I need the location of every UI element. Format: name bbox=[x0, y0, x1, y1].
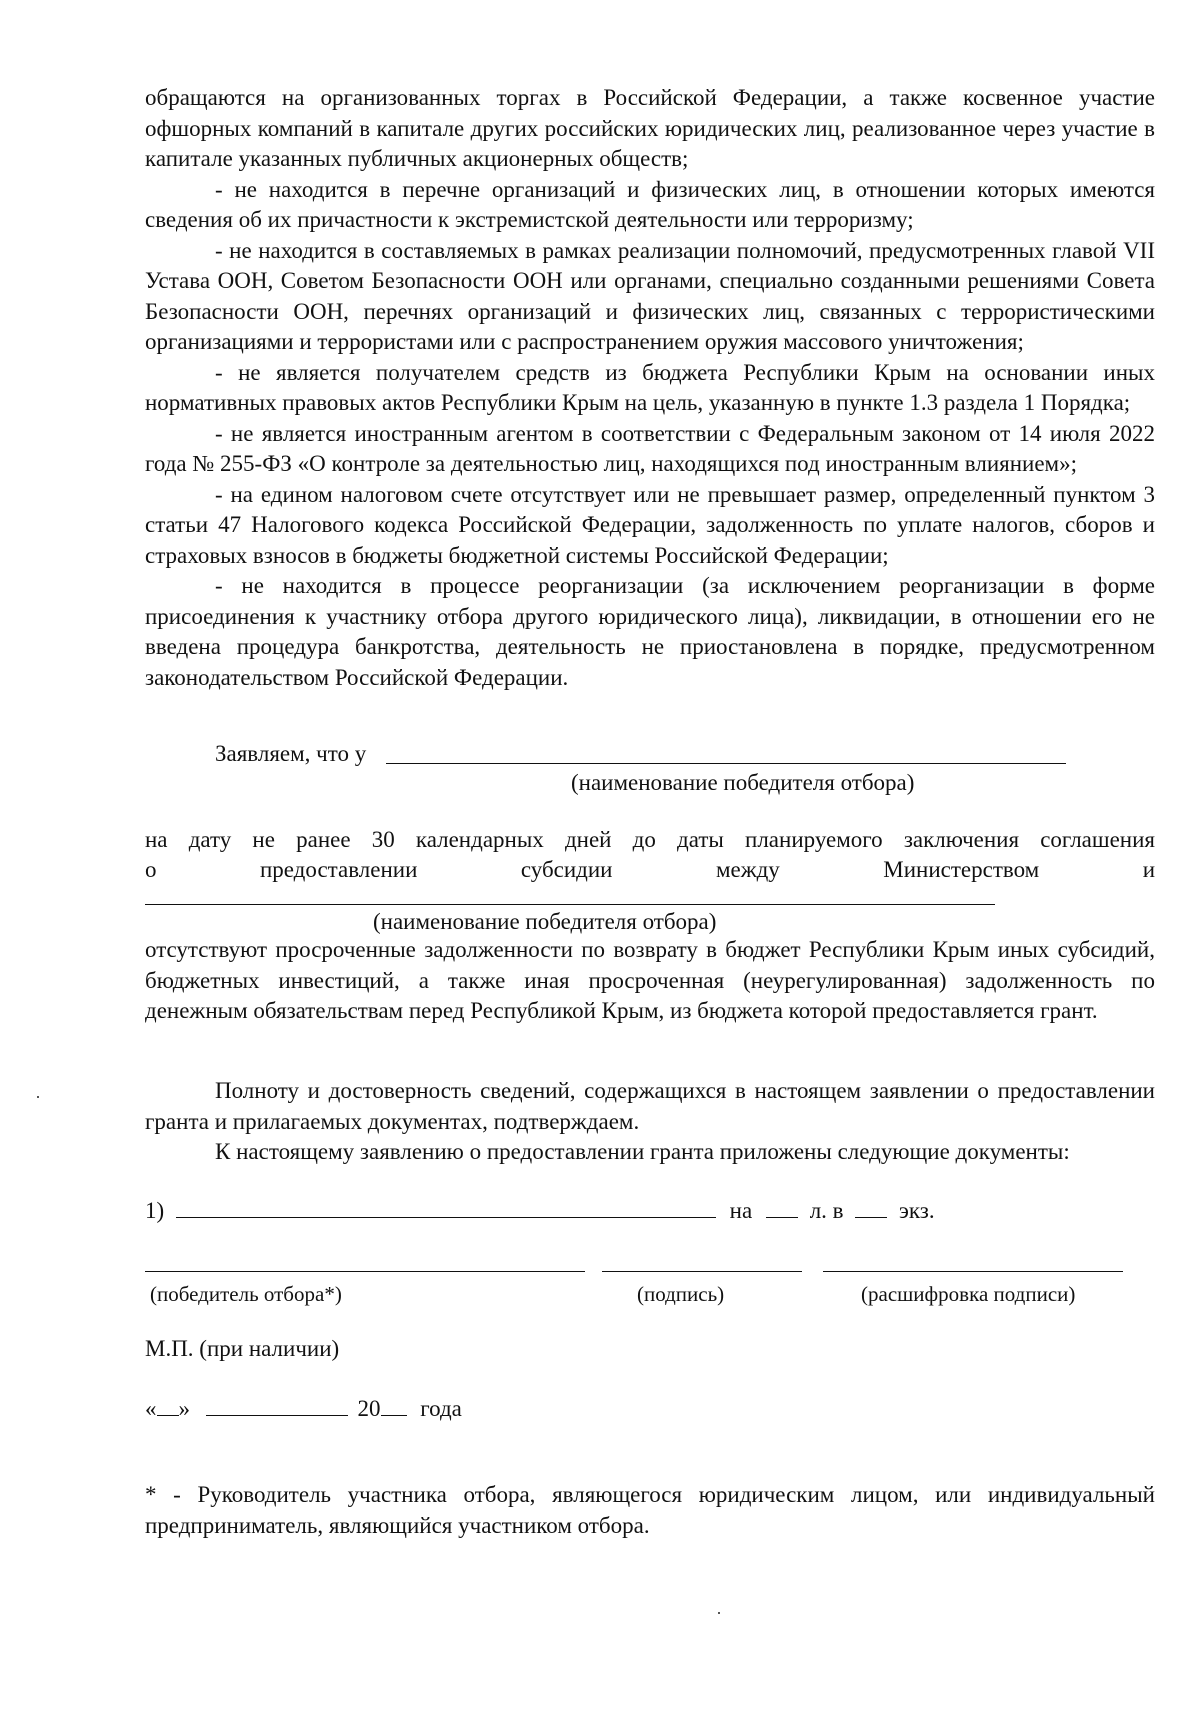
agreement-word: о bbox=[145, 857, 157, 882]
winner-name-field-2[interactable] bbox=[145, 904, 995, 905]
month-field[interactable] bbox=[206, 1393, 348, 1416]
paragraph-tax-debt: - на едином налоговом счете отсутствует или не превышает размер, определенный пунктом 3 статьи 47 Налогового кодекса Российской Федерации, задолженность по уплате налогов, сборов и страховых взносов в бюджеты бюджетной системы Российской Федерации; bbox=[145, 481, 1155, 568]
footnote bbox=[145, 1480, 1155, 1541]
agreement-word: между bbox=[715, 857, 780, 882]
attachment-sheets-field[interactable] bbox=[766, 1195, 798, 1218]
attachment-copies-label: экз. bbox=[899, 1198, 935, 1223]
paragraph-foreign-agent: - не является иностранным агентом в соответствии с Федеральным законом от 14 июля 2022 года № 255-ФЗ «О контроле за деятельностью лиц, находящихся под иностранным влиянием»; bbox=[145, 420, 1155, 476]
signature-field[interactable] bbox=[602, 1271, 802, 1272]
paragraph-un-sanctions-list: - не находится в составляемых в рамках реализации полномочий, предусмотренных главой VII Устава ООН, Советом Безопасности ООН или органами, специально созданными решениями Совета Безопасности ООН, перечнях организаций и физических лиц, связанных с террористическими организациями и террористами или с распространением оружия массового уничтожения; bbox=[145, 237, 1155, 354]
footnote-text: * - Руководитель участника отбора, являющегося юридическим лицом, или индивидуальный предприниматель, являющийся участником отбора. bbox=[145, 1482, 1155, 1538]
paragraph-reorganization: - не находится в процессе реорганизации (за исключением реорганизации в форме присоединения к участнику отбора другого юридического лица), ликвидации, в отношении его не введена процедура банкротства, деятельность не приостановлена в порядке, предусмотренном законодательством Российской Федерации. bbox=[145, 573, 1155, 690]
attachments-intro-text: К настоящему заявлению о предоставлении гранта приложены следующие документы: bbox=[215, 1139, 1070, 1164]
agreement-word: Министерством bbox=[883, 857, 1040, 882]
agreement-words-line bbox=[145, 855, 1155, 886]
confirm-text: Полноту и достоверность сведений, содержащихся в настоящем заявлении о предоставлении гранта и прилагаемых документах, подтверждаем. bbox=[145, 1078, 1155, 1134]
year-prefix: 20 bbox=[357, 1396, 381, 1421]
agreement-word: предоставлении bbox=[259, 857, 418, 882]
no-debt-paragraph bbox=[145, 935, 1155, 1027]
year-suffix: года bbox=[420, 1396, 462, 1421]
winner-caption: (победитель отбора*) bbox=[150, 1282, 342, 1306]
attachment-name-field[interactable] bbox=[176, 1195, 716, 1218]
no-debt-text: отсутствуют просроченные задолженности по возврату в бюджет Республики Крым иных субсидий, бюджетных инвестиций, а также иная просроченная (неурегулированная) задолженность по денежным обязательствам перед Республикой Крым, из бюджета которой предоставляется грант. bbox=[145, 937, 1155, 1023]
winner-name-field-1[interactable] bbox=[386, 763, 1066, 764]
signature-decoding-field[interactable] bbox=[823, 1271, 1123, 1272]
date-field bbox=[145, 1393, 1155, 1425]
declare-prefix: Заявляем, что у bbox=[215, 741, 367, 766]
attachments-intro bbox=[145, 1137, 1155, 1168]
declaration-line bbox=[145, 739, 1155, 770]
winner-name-caption-1: (наименование победителя отбора) bbox=[571, 770, 915, 795]
stamp-label: М.П. (при наличии) bbox=[145, 1336, 340, 1361]
date-open-quote: « bbox=[145, 1396, 157, 1421]
date-close-quote: » bbox=[178, 1396, 190, 1421]
day-field[interactable] bbox=[157, 1393, 179, 1416]
confirm-paragraph bbox=[145, 1076, 1155, 1137]
agreement-word: и bbox=[1142, 857, 1155, 882]
attachment-sheets-label: л. в bbox=[809, 1198, 844, 1223]
agreement-word: субсидии bbox=[520, 857, 613, 882]
attachment-item-1 bbox=[145, 1195, 1155, 1227]
scan-speck bbox=[718, 1612, 720, 1614]
attachment-number: 1) bbox=[145, 1198, 165, 1223]
eligibility-conditions bbox=[145, 83, 1155, 693]
scan-speck bbox=[37, 1096, 39, 1098]
signature-decoding-caption: (расшифровка подписи) bbox=[861, 1282, 1076, 1306]
attachment-on-label: на bbox=[729, 1198, 753, 1223]
paragraph-budget-recipient: - не является получателем средств из бюджета Республики Крым на основании иных нормативных правовых актов Республики Крым на цель, указанную в пункте 1.3 раздела 1 Порядка; bbox=[145, 359, 1155, 415]
winner-signature-field[interactable] bbox=[145, 1271, 585, 1272]
paragraph-extremism-list: - не находится в перечне организаций и физических лиц, в отношении которых имеются сведения об их причастности к экстремистской деятельности или терроризму; bbox=[145, 176, 1155, 232]
date-line-text: на дату не ранее 30 календарных дней до даты планируемого заключения соглашения bbox=[145, 827, 1155, 852]
paragraph-offshore-continued: обращаются на организованных торгах в Российской Федерации, а также косвенное участие офшорных компаний в капитале других российских юридических лиц, реализованное через участие в капитале указанных публичных акционерных обществ; bbox=[145, 85, 1155, 171]
date-line bbox=[145, 825, 1155, 856]
signature-caption: (подпись) bbox=[637, 1282, 725, 1306]
year-field[interactable] bbox=[381, 1393, 407, 1416]
attachment-copies-field[interactable] bbox=[855, 1195, 887, 1218]
winner-name-caption-2: (наименование победителя отбора) bbox=[373, 909, 717, 934]
